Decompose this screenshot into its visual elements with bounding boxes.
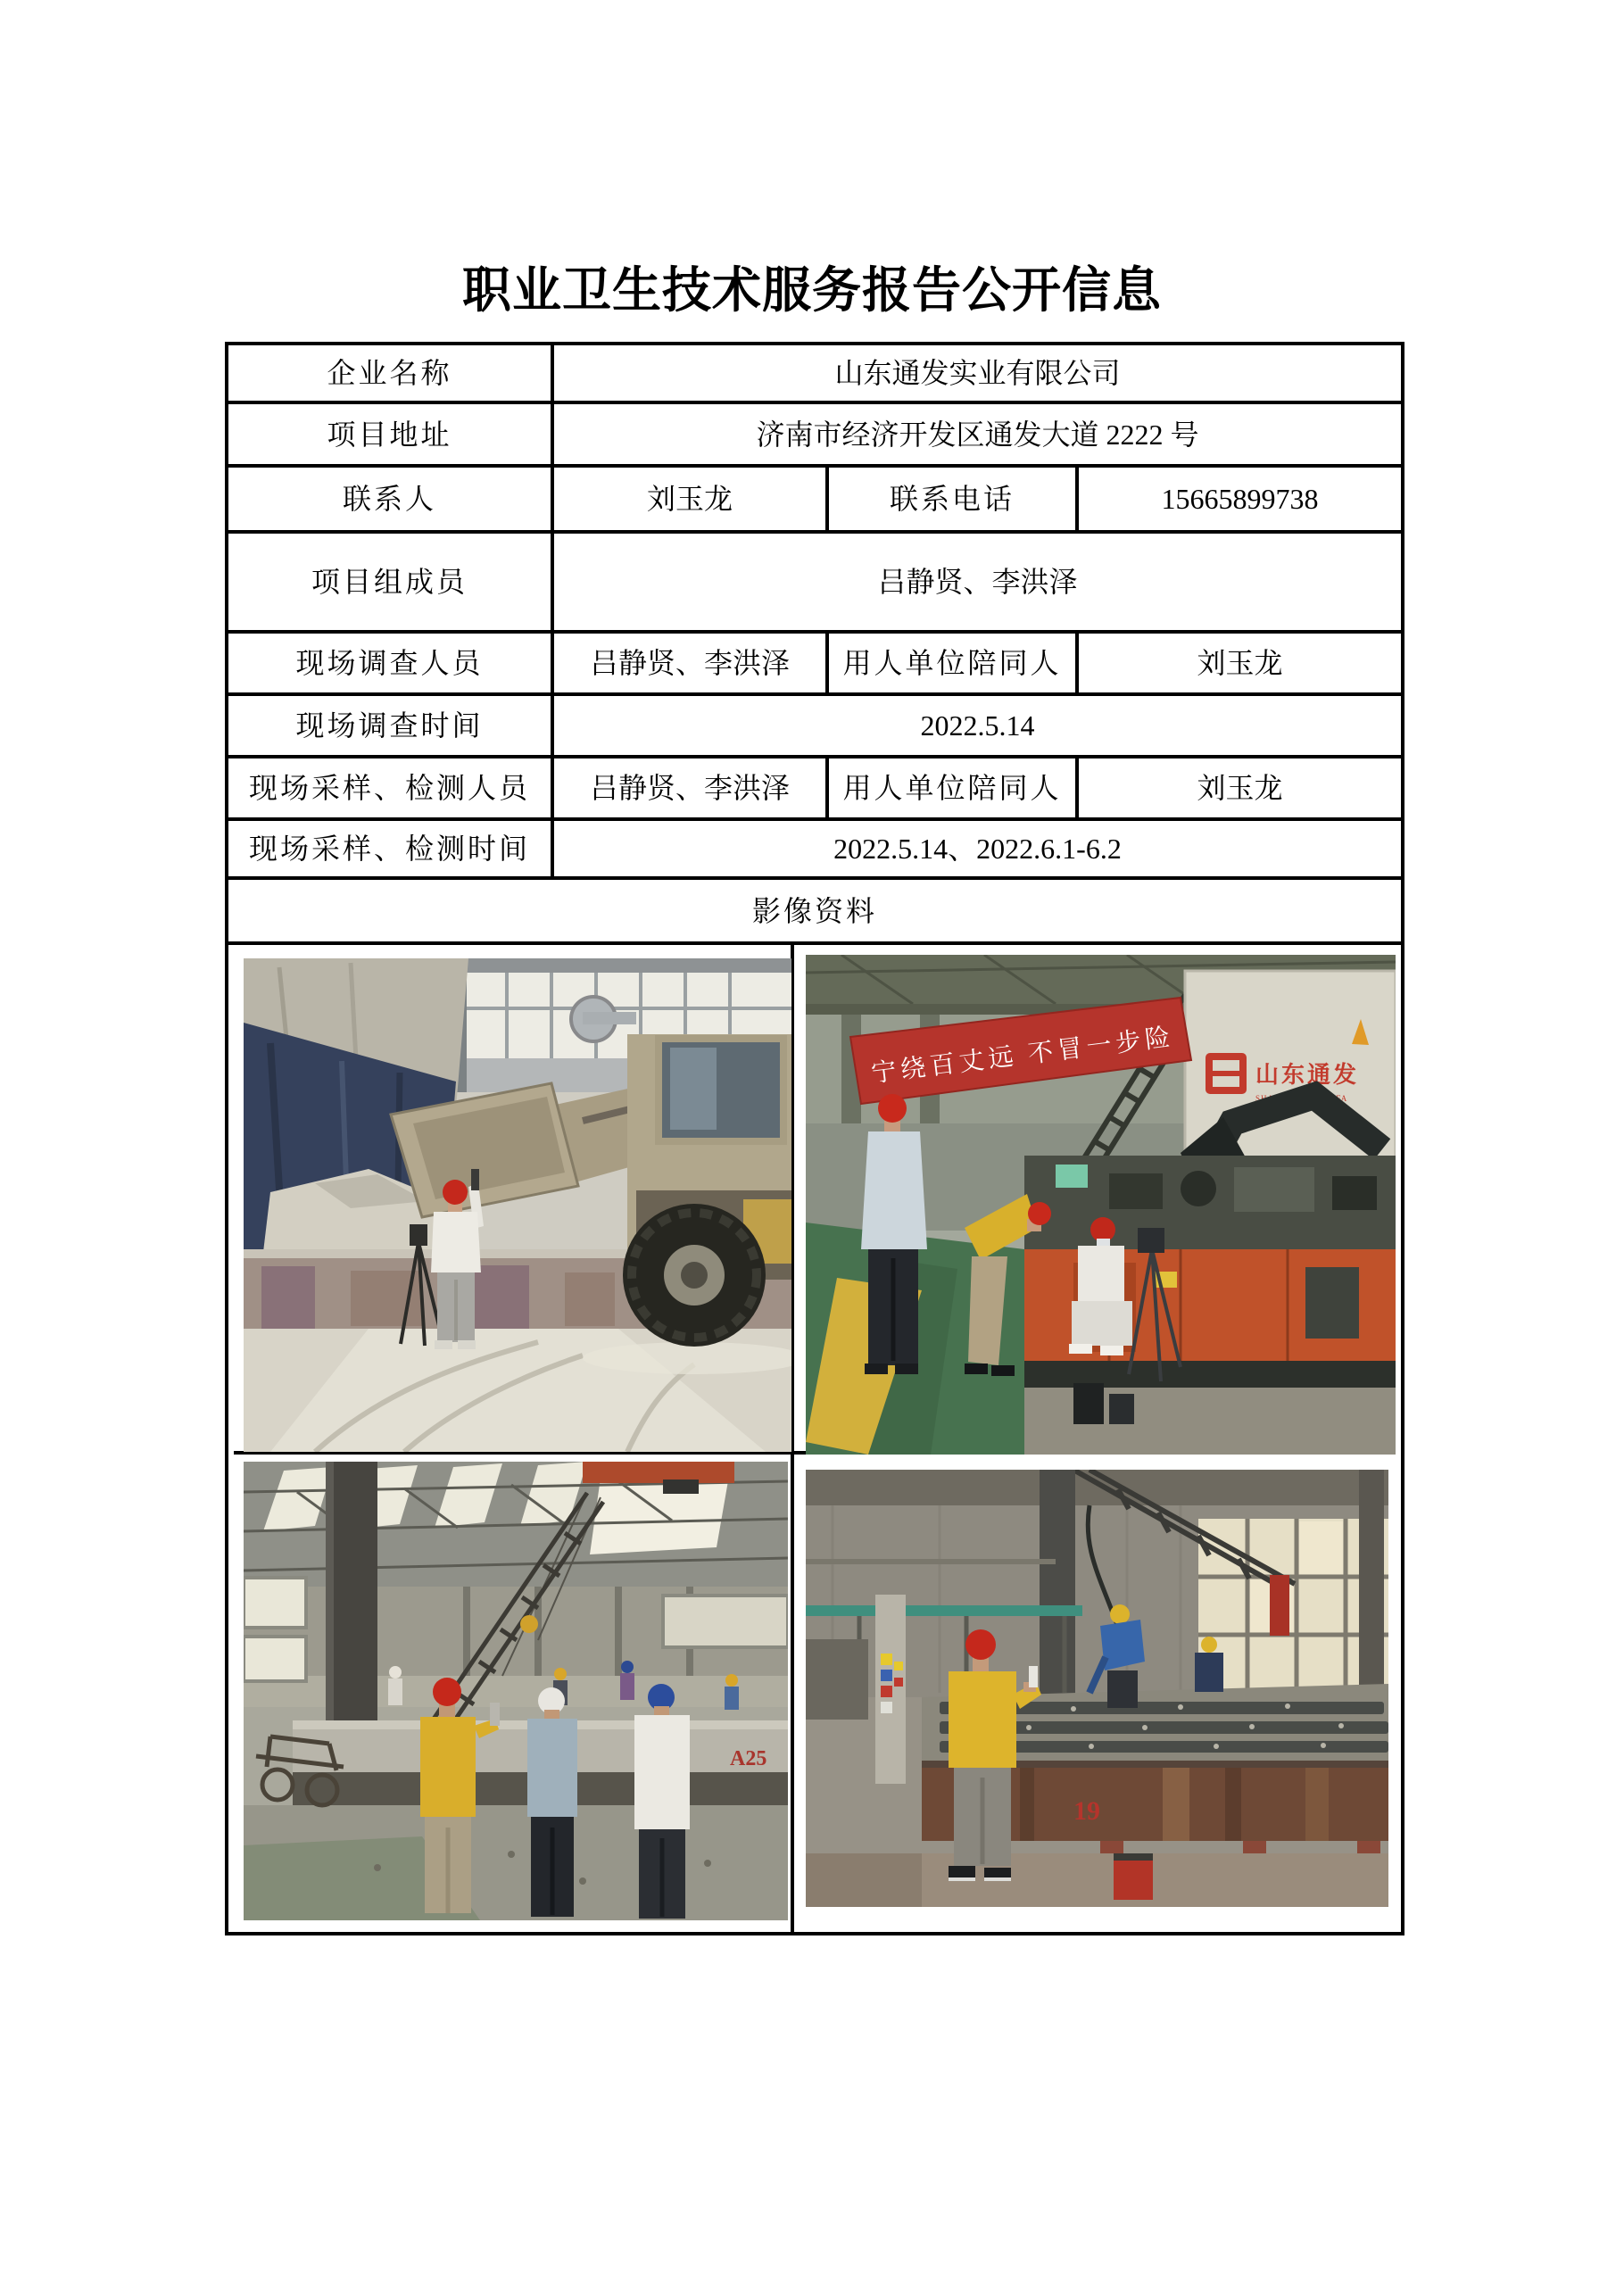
svg-text:宁绕百丈远 不冒一步险: 宁绕百丈远 不冒一步险: [869, 1023, 1177, 1089]
site-survey-date-value: 2022.5.14: [552, 694, 1403, 757]
project-team-value: 吕静贤、李洪泽: [552, 532, 1403, 632]
site-survey-date-label: 现场调查时间: [227, 694, 552, 757]
platform-mark-text: A25: [730, 1747, 767, 1770]
safety-signs-column: [875, 1595, 906, 1784]
survey-escort-value: 刘玉龙: [1077, 632, 1403, 694]
contact-person-value: 刘玉龙: [552, 466, 827, 532]
sampling-staff-value: 吕静贤、李洪泽: [552, 757, 827, 819]
table-row: [227, 694, 1403, 757]
table-row: [227, 878, 1403, 943]
machine-noise-sampling-photo: [806, 955, 1396, 1455]
photo-grid: [234, 945, 1396, 1932]
observer-white-helmet-figure: [527, 1687, 577, 1917]
project-address-label: 项目地址: [227, 402, 552, 466]
photo-row: [227, 943, 1403, 1934]
project-team-label: 项目组成员: [227, 532, 552, 632]
photo-quadrant-top-right: [794, 945, 1396, 1455]
photo-quadrant-bottom-left: [234, 1455, 794, 1932]
table-row: [227, 819, 1403, 878]
table-row: [227, 344, 1403, 402]
sampling-escort-label: 用人单位陪同人: [827, 757, 1077, 819]
contact-phone-value: 15665899738: [1077, 466, 1403, 532]
svg-text:SHANDONG TONGFA: SHANDONG TONGFA: [1255, 1094, 1348, 1103]
company-name-value: 山东通发实业有限公司: [552, 344, 1403, 402]
workshop-survey-photo: [244, 1462, 788, 1920]
photo-table-body: [227, 943, 1403, 1934]
project-address-value: 济南市经济开发区通发大道 2222 号: [552, 402, 1403, 466]
contact-person-label: 联系人: [227, 466, 552, 532]
platform-mark-text: 19: [1073, 1796, 1100, 1826]
survey-escort-label: 用人单位陪同人: [827, 632, 1077, 694]
sampling-date-label: 现场采样、检测时间: [227, 819, 552, 878]
wheel-loader-dust-sampling-photo: [244, 958, 791, 1452]
escort-figure: [861, 1094, 927, 1374]
page-title: 职业卫生技术服务报告公开信息: [461, 263, 1162, 318]
photo-quadrant-bottom-right: [794, 1455, 1396, 1932]
observer-blue-helmet-figure: [634, 1684, 690, 1919]
sampling-escort-value: 刘玉龙: [1077, 757, 1403, 819]
info-table-body: [227, 344, 1403, 943]
photo-section-header: 影像资料: [227, 878, 1403, 943]
sampling-date-value: 2022.5.14、2022.6.1-6.2: [552, 819, 1403, 878]
table-row: [227, 532, 1403, 632]
photo-quadrant-top-left: [234, 945, 794, 1455]
svg-text:山东通发: 山东通发: [1255, 1062, 1360, 1088]
table-row: [227, 402, 1403, 466]
slab-casting-line-photo: [806, 1470, 1388, 1907]
contact-phone-label: 联系电话: [827, 466, 1077, 532]
photo-grid-cell: [227, 943, 1403, 1934]
site-survey-staff-value: 吕静贤、李洪泽: [552, 632, 827, 694]
info-table: [225, 342, 1404, 1935]
table-row: [227, 466, 1403, 532]
site-survey-staff-label: 现场调查人员: [227, 632, 552, 694]
table-row: [227, 632, 1403, 694]
table-row: [227, 757, 1403, 819]
sampling-staff-label: 现场采样、检测人员: [227, 757, 552, 819]
company-name-label: 企业名称: [227, 344, 552, 402]
